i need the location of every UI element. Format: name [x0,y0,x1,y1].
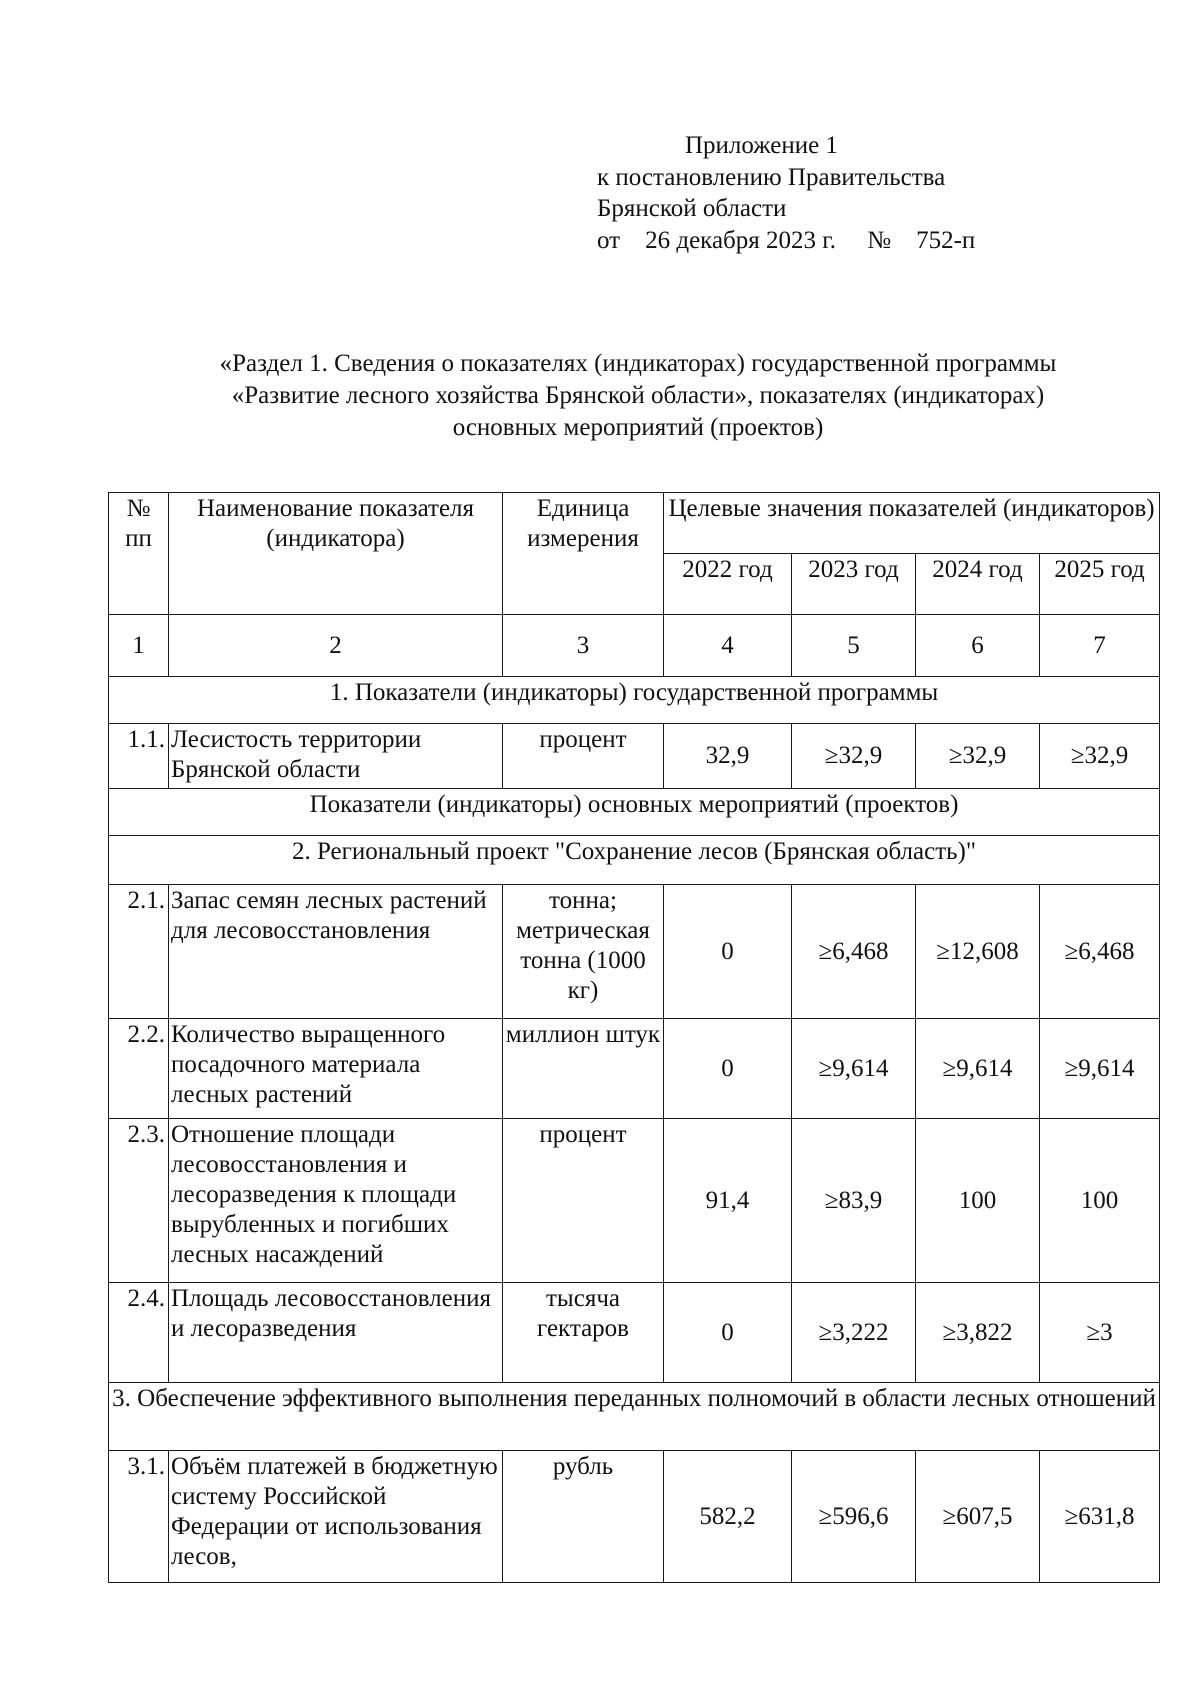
section-3-heading: 3. Обеспечение эффективного выполнения переданных полномочий в области лесных отношений [109,1383,1160,1451]
value-2024: 100 [916,1119,1040,1283]
row-number: 2.3. [109,1119,169,1283]
section-title [108,348,1168,444]
col-number: 7 [1040,615,1160,677]
section-row [109,1383,1160,1451]
value-2025: ≥32,9 [1040,724,1160,789]
value-2023: ≥83,9 [792,1119,916,1283]
header-unit: Единица измерения [503,493,664,615]
value-2025: ≥9,614 [1040,1019,1160,1119]
col-number: 3 [503,615,664,677]
value-2022: 0 [664,1019,792,1119]
col-number: 1 [109,615,169,677]
table-row [109,885,1160,1019]
header-year-2022: 2022 год [664,554,792,615]
section-title-line-1: «Раздел 1. Сведения о показателях (индикаторах) государственной программы [219,350,1057,377]
indicators-table [108,492,1160,1583]
header-num: № пп [109,493,169,615]
section-1-heading: 1. Показатели (индикаторы) государственной программы [109,677,1160,724]
row-number: 2.1. [109,885,169,1019]
header-year-2025: 2025 год [1040,554,1160,615]
value-2022: 582,2 [664,1451,792,1583]
column-number-row [109,615,1160,677]
table-row [109,1019,1160,1119]
value-2023: ≥9,614 [792,1019,916,1119]
indicator-unit: тонна; метрическая тонна (1000 кг) [503,885,664,1019]
header-targets: Целевые значения показателей (индикаторов) [664,493,1160,554]
col-number: 5 [792,615,916,677]
value-2023: ≥596,6 [792,1451,916,1583]
indicator-name: Площадь лесовосстановления и лесоразведения [169,1283,503,1383]
appendix-title: Приложение 1 [685,132,838,159]
section-2-heading: 2. Региональный проект "Сохранение лесов (Брянская область)" [109,836,1160,885]
row-number: 2.4. [109,1283,169,1383]
header-year-2024: 2024 год [916,554,1040,615]
value-2024: ≥607,5 [916,1451,1040,1583]
value-2022: 0 [664,1283,792,1383]
indicator-unit: процент [503,724,664,789]
col-number: 2 [169,615,503,677]
table-row [109,1451,1160,1583]
indicator-unit: тысяча гектаров [503,1283,664,1383]
appendix-line-region: Брянской области [597,195,787,222]
value-2025: 100 [1040,1119,1160,1283]
value-2022: 0 [664,885,792,1019]
row-number: 3.1. [109,1451,169,1583]
value-2024: ≥32,9 [916,724,1040,789]
section-title-line-2: «Развитие лесного хозяйства Брянской области», показателях (индикаторах) [231,382,1045,409]
section-row [109,789,1160,836]
header-name: Наименование показателя (индикатора) [169,493,503,615]
value-2023: ≥3,222 [792,1283,916,1383]
table-row [109,1119,1160,1283]
indicator-name: Лесистость территории Брянской области [169,724,503,789]
section-row [109,677,1160,724]
number-sign: № [867,226,892,254]
indicator-unit: процент [503,1119,664,1283]
date-prefix: от [597,226,621,254]
section-row [109,836,1160,885]
appendix-date-line [597,225,975,257]
indicator-unit: рубль [503,1451,664,1583]
section-title-line-3: основных мероприятий (проектов) [452,414,824,441]
section-events-heading: Показатели (индикаторы) основных мероприятий (проектов) [109,789,1160,836]
indicator-name: Отношение площади лесовосстановления и лесоразведения к площади вырубленных и погибших лесных насаждений [169,1119,503,1283]
value-2023: ≥32,9 [792,724,916,789]
resolution-number: 752-п [916,226,976,254]
value-2022: 32,9 [664,724,792,789]
resolution-date: 26 декабря 2023 г. [645,226,836,254]
value-2023: ≥6,468 [792,885,916,1019]
value-2024: ≥3,822 [916,1283,1040,1383]
value-2025: ≥3 [1040,1283,1160,1383]
indicator-name: Объём платежей в бюджетную систему Российской Федерации от использования лесов, [169,1451,503,1583]
value-2025: ≥6,468 [1040,885,1160,1019]
row-number: 1.1. [109,724,169,789]
table-row [109,1283,1160,1383]
col-number: 4 [664,615,792,677]
appendix-line-resolution: к постановлению Правительства [597,163,946,191]
value-2022: 91,4 [664,1119,792,1283]
value-2025: ≥631,8 [1040,1451,1160,1583]
col-number: 6 [916,615,1040,677]
appendix-block [597,130,975,256]
indicator-name: Количество выращенного посадочного материала лесных растений [169,1019,503,1119]
table-row [109,724,1160,789]
value-2024: ≥9,614 [916,1019,1040,1119]
indicator-unit: миллион штук [503,1019,664,1119]
header-row-1 [109,493,1160,554]
header-year-2023: 2023 год [792,554,916,615]
value-2024: ≥12,608 [916,885,1040,1019]
row-number: 2.2. [109,1019,169,1119]
indicator-name: Запас семян лесных растений для лесовосстановления [169,885,503,1019]
